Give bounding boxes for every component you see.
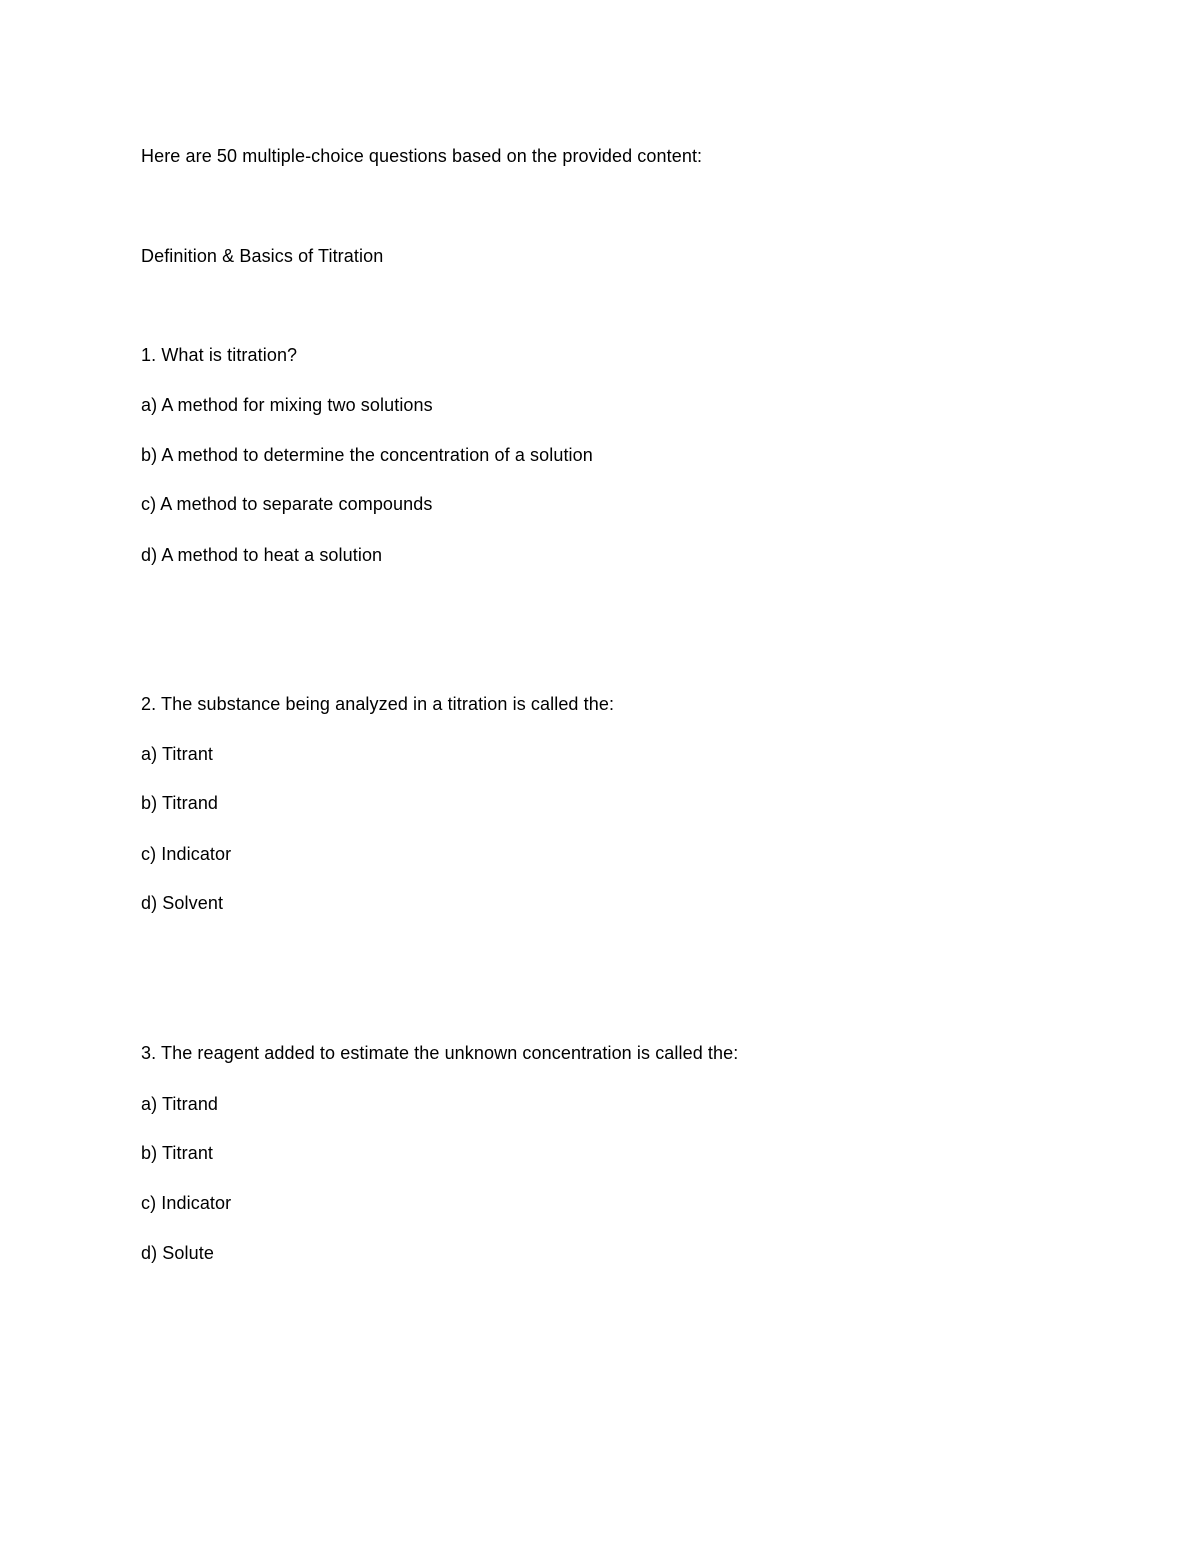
question-3-option-c: c) Indicator bbox=[141, 1193, 232, 1213]
question-2-option-c: c) Indicator bbox=[141, 844, 232, 864]
section-title: Definition & Basics of Titration bbox=[141, 246, 384, 266]
question-2: 2. The substance being analyzed in a titration is called the: bbox=[141, 694, 615, 714]
question-1-option-a: a) A method for mixing two solutions bbox=[141, 395, 433, 415]
question-3: 3. The reagent added to estimate the unknown concentration is called the: bbox=[141, 1043, 739, 1063]
question-1-option-c: c) A method to separate compounds bbox=[141, 494, 433, 514]
question-2-option-d: d) Solvent bbox=[141, 893, 224, 913]
question-1-option-d: d) A method to heat a solution bbox=[141, 545, 383, 565]
question-3-option-a: a) Titrand bbox=[141, 1094, 219, 1114]
question-2-option-b: b) Titrand bbox=[141, 793, 219, 813]
question-1: 1. What is titration? bbox=[141, 345, 298, 365]
question-1-option-b: b) A method to determine the concentration of a solution bbox=[141, 445, 593, 465]
intro-text: Here are 50 multiple-choice questions based on the provided content: bbox=[141, 146, 703, 166]
question-3-option-d: d) Solute bbox=[141, 1243, 214, 1263]
question-2-option-a: a) Titrant bbox=[141, 744, 214, 764]
question-3-option-b: b) Titrant bbox=[141, 1143, 214, 1163]
